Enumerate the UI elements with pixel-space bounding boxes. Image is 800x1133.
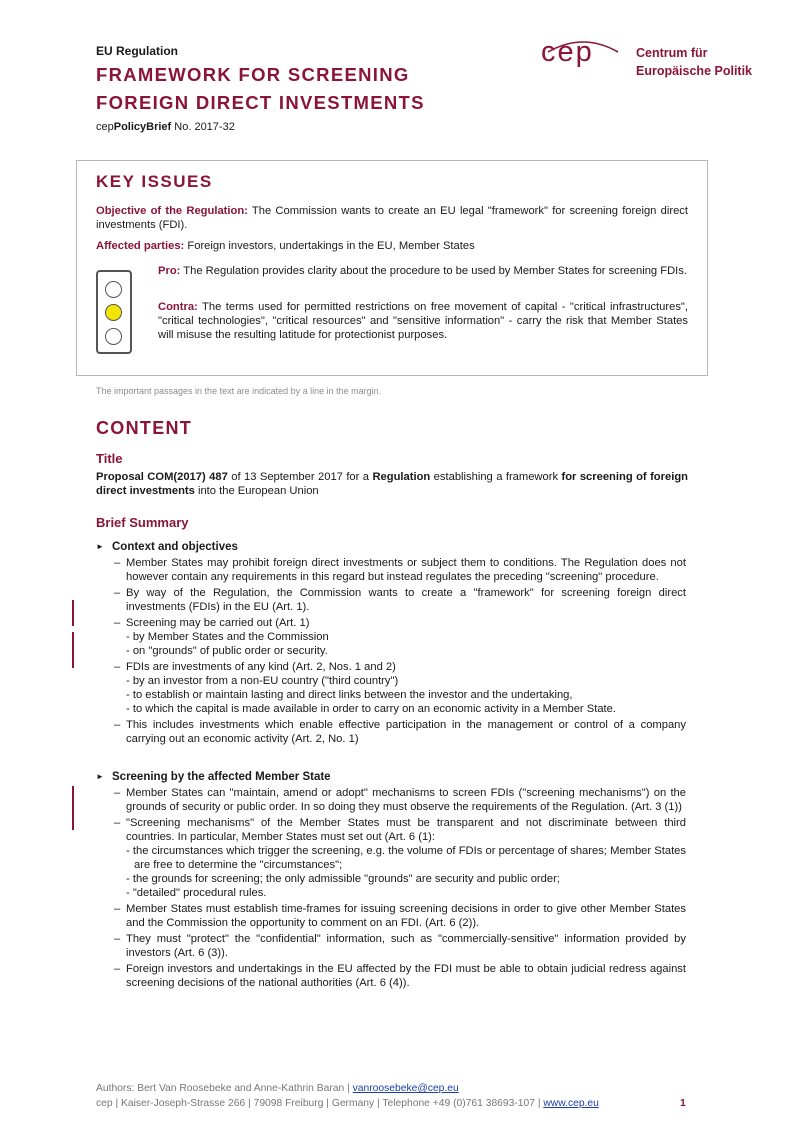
list-item-text: Member States may prohibit foreign direct investments or subject them to conditions. The Regulation does not however contain any requirements in this regard but instead regulates the preceding "screening" procedure. — [126, 557, 686, 583]
website-link[interactable]: www.cep.eu — [543, 1098, 599, 1109]
sub-list-item: - by an investor from a non-EU country ("third country") — [126, 675, 399, 687]
dash-bullet: – — [114, 933, 121, 945]
traffic-light-amber-lamp — [105, 304, 122, 321]
list-item — [114, 786, 686, 814]
list-item — [114, 932, 686, 960]
dash-bullet: – — [114, 787, 121, 799]
key-issues-title: KEY ISSUES — [96, 172, 213, 191]
dash-bullet: – — [114, 963, 121, 975]
triangle-bullet-icon: ► — [96, 542, 104, 551]
sub-list-item: - "detailed" procedural rules. — [126, 887, 267, 899]
title-heading: Title — [96, 451, 123, 466]
footer-address: cep | Kaiser-Joseph-Strasse 266 | 79098 Freiburg | Germany | Telephone +49 (0)761 38693-107 | www.cep.eu — [96, 1098, 599, 1109]
traffic-light-bottom-lamp — [105, 328, 122, 345]
list-item-text: Screening may be carried out (Art. 1) — [126, 617, 310, 629]
margin-marker — [72, 786, 74, 830]
sub-list-item: - the circumstances which trigger the screening, e.g. the volume of FDIs or percentage of shares; Member States are free to determine the "circumstances"; — [126, 845, 686, 871]
list-item-text: Member States can "maintain, amend or adopt" mechanisms to screen FDIs ("screening mechanisms") on the grounds of security or public order. In so doing they must observe the requirements of the Regulation. (Art. 3 (1)) — [126, 787, 686, 813]
dash-bullet: – — [114, 817, 121, 829]
sub-list-item: - by Member States and the Commission — [126, 631, 329, 643]
margin-note: The important passages in the text are indicated by a line in the margin. — [96, 386, 382, 396]
list-item-text: "Screening mechanisms" of the Member States must be transparent and not discriminate between third countries. In particular, Member States must set out (Art. 6 (1): — [126, 817, 686, 843]
page-number: 1 — [680, 1097, 686, 1109]
traffic-light-icon — [96, 270, 132, 354]
cep-logo-text: Centrum für Europäische Politik — [636, 46, 753, 78]
list-item — [114, 962, 686, 990]
author-email-link[interactable]: vanroosebeke@cep.eu — [352, 1083, 459, 1094]
document-title-line-2: FOREIGN DIRECT INVESTMENTS — [96, 92, 425, 113]
list-item-text: They must "protect" the "confidential" information, such as "commercially-sensitive" information provided by investors (Art. 6 (3)). — [126, 933, 686, 959]
margin-marker — [72, 600, 74, 626]
proposal-paragraph: Proposal COM(2017) 487 of 13 September 2017 for a Regulation establishing a framework for screening of foreign direct investments into the European Union — [96, 471, 688, 497]
document-title-line-1: FRAMEWORK FOR SCREENING — [96, 64, 410, 85]
dash-bullet: – — [114, 661, 121, 673]
list-item — [114, 616, 686, 658]
list-item-text: FDIs are investments of any kind (Art. 2, Nos. 1 and 2) — [126, 661, 396, 673]
policy-brief-number: cepPolicyBrief No. 2017-32 — [96, 121, 235, 133]
sub-list — [126, 674, 686, 716]
pro-paragraph: Pro: The Regulation provides clarity about the procedure to be used by Member States for screening FDIs. — [158, 265, 687, 277]
section-screening-list — [114, 786, 686, 992]
sub-list-item: - on "grounds" of public order or security. — [126, 645, 328, 657]
brief-summary-heading: Brief Summary — [96, 515, 189, 530]
sub-list-item: - the grounds for screening; the only admissible "grounds" are security and public order; — [126, 873, 560, 885]
contra-paragraph: Contra: The terms used for permitted restrictions on free movement of capital - "critical infrastructures", "critical technologies", "critical resources" and "sensitive information" - carry the risk that Member States will misuse the resulting latitude for protectionist purposes. — [158, 301, 688, 341]
sub-list-item: - to which the capital is made available in order to carry on an economic activity in a Member State. — [126, 703, 616, 715]
list-item — [114, 556, 686, 584]
section-context-heading: ► Context and objectives — [96, 541, 238, 553]
list-item-text: This includes investments which enable effective participation in the management or control of a company carrying out an economic activity (Art. 2, No. 1) — [126, 719, 686, 745]
sub-list — [126, 844, 686, 900]
traffic-light-top-lamp — [105, 281, 122, 298]
list-item — [114, 902, 686, 930]
margin-marker — [72, 632, 74, 668]
list-item — [114, 718, 686, 746]
section-screening-heading: ► Screening by the affected Member State — [96, 771, 331, 783]
dash-bullet: – — [114, 557, 121, 569]
sub-list-item: - to establish or maintain lasting and direct links between the investor and the undertaking, — [126, 689, 573, 701]
list-item-text: By way of the Regulation, the Commission wants to create a "framework" for screening foreign direct investments (FDIs) in the EU (Art. 1). — [126, 587, 686, 613]
list-item — [114, 660, 686, 716]
document-category: EU Regulation — [96, 44, 179, 58]
dash-bullet: – — [114, 903, 121, 915]
sub-list — [126, 630, 686, 658]
list-item-text: Foreign investors and undertakings in the EU affected by the FDI must be able to obtain judicial redress against screening decisions of the national authorities (Art. 6 (4)). — [126, 963, 686, 989]
dash-bullet: – — [114, 719, 121, 731]
triangle-bullet-icon: ► — [96, 772, 104, 781]
dash-bullet: – — [114, 587, 121, 599]
list-item — [114, 586, 686, 614]
objective-paragraph: Objective of the Regulation: The Commission wants to create an EU legal "framework" for screening foreign direct investments (FDI). — [96, 205, 688, 231]
affected-parties-paragraph: Affected parties: Foreign investors, undertakings in the EU, Member States — [96, 240, 475, 252]
cep-logo-mark: cep — [541, 36, 594, 68]
section-context-list — [114, 556, 686, 748]
dash-bullet: – — [114, 617, 121, 629]
list-item — [114, 816, 686, 900]
footer-authors: Authors: Bert Van Roosebeke and Anne-Kathrin Baran | vanroosebeke@cep.eu — [96, 1083, 459, 1094]
content-heading: CONTENT — [96, 418, 193, 438]
list-item-text: Member States must establish time-frames for issuing screening decisions in order to give other Member States and the Commission the opportunity to comment on an FDI. (Art. 6 (2)). — [126, 903, 686, 929]
